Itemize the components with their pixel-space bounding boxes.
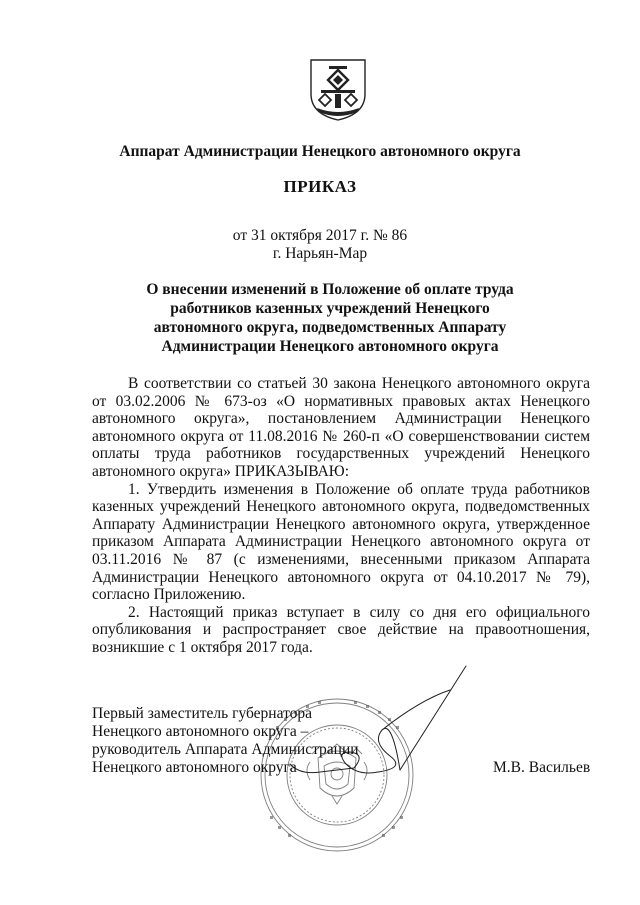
subject-line: работников казенных учреждений Ненецкого [170,300,490,317]
subject-line: Администрации Ненецкого автономного округа [161,338,499,355]
subject-line: О внесении изменений в Положение об оплате труда [146,281,514,298]
position-line: Ненецкого автономного округа – [92,723,309,740]
document-body [92,375,590,657]
preamble-paragraph: В соответствии со статьей 30 закона Ненецкого автономного округа от 03.02.2006 № 673-оз «О нормативных правовых актах Ненецкого автономного округа», постановлением Администрации Ненецкого автономного округа от 11.08.2016 № 260-п «О совершенствовании систем оплаты труда работников государственных учреждений Ненецкого автономного округа» ПРИКАЗЫВАЮ: [92,375,590,480]
position-line: руководитель Аппарата Администрации [92,741,359,758]
document-subject [120,280,540,356]
document-place: г. Нарьян-Мар [272,245,368,262]
document-date-number: от 31 октября 2017 г. № 86 [232,227,408,244]
signatory-position [92,705,359,777]
document-type: ПРИКАЗ [283,177,357,196]
position-line: Первый заместитель губернатора [92,705,313,722]
subject-line: автономного округа, подведомственных Аппарату [153,319,507,336]
position-line: Ненецкого автономного округа [92,759,297,776]
coat-of-arms-emblem [305,58,371,122]
organization-title: Аппарат Администрации Ненецкого автономного округа [119,143,521,160]
order-item-1: 1. Утвердить изменения в Положение об оплате труда работников казенных учреждений Ненецкого автономного округа, подведомственных Аппарату Администрации Ненецкого автономного округа, утвержденное приказом Аппарата Администрации Ненецкого автономного округа от 03.11.2016 № 87 (с изменениями, внесенными приказом Аппарата Администрации Ненецкого автономного округа от 04.10.2017 № 79), согласно Приложению. [92,480,590,604]
signatory-name: М.В. Васильев [493,759,591,776]
order-item-2: 2. Настоящий приказ вступает в силу со дня его официального опубликования и распространяет свое действие на правоотношения, возникшие с 1 октября 2017 года. [92,603,590,656]
